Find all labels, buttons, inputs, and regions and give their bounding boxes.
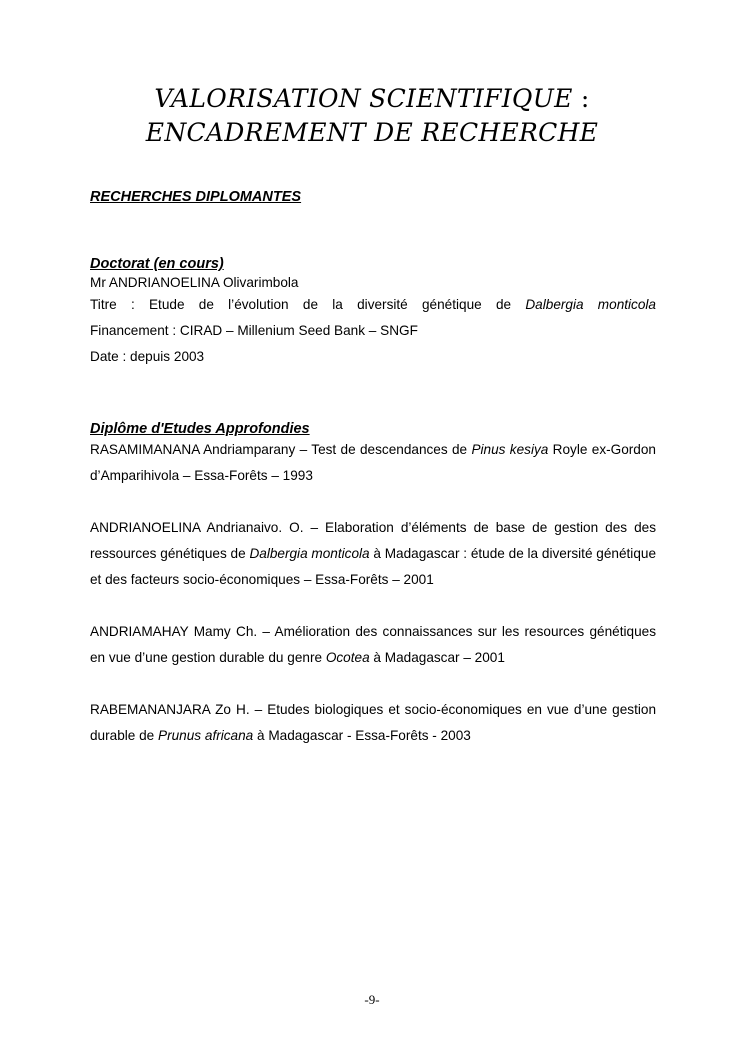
- list-item: ANDRIAMAHAY Mamy Ch. – Amélioration des connaissances sur les resources génétiques en vue d’une gestion durable du genre Ocotea à Madagascar – 2001: [90, 624, 656, 665]
- title-line-2: ENCADREMENT DE RECHERCHE: [145, 118, 599, 147]
- section-heading: RECHERCHES DIPLOMANTES: [90, 189, 302, 205]
- dea-entry-3: [90, 619, 656, 671]
- list-item: RABEMANANJARA Zo H. – Etudes biologiques et socio-économiques en vue d’une gestion durable de Prunus africana à Madagascar - Essa-Forêts - 2003: [90, 702, 656, 743]
- dea-entry-1: [90, 437, 656, 489]
- doctorat-block: [90, 254, 656, 370]
- doctorat-financement: Financement : CIRAD – Millenium Seed Bank – SNGF: [90, 323, 418, 338]
- dea-entry-4: [90, 697, 656, 749]
- doctorat-titre: Titre : Etude de l’évolution de la diversité génétique de Dalbergia monticola: [90, 297, 656, 312]
- document-title: [0, 82, 744, 150]
- doctorat-name: Mr ANDRIANOELINA Olivarimbola: [90, 275, 299, 290]
- page-number: -9-: [364, 992, 380, 1007]
- title-line-1: VALORISATION SCIENTIFIQUE :: [154, 84, 590, 113]
- dea-heading: Diplôme d'Etudes Approfondies: [90, 421, 310, 437]
- list-item: RASAMIMANANA Andriamparany – Test de descendances de Pinus kesiya Royle ex-Gordon d’Amparihivola – Essa-Forêts – 1993: [90, 442, 656, 483]
- dea-entry-2: [90, 515, 656, 593]
- dea-block: [90, 419, 656, 439]
- doctorat-heading: Doctorat (en cours): [90, 256, 224, 272]
- section-heading-recherches: [90, 188, 656, 206]
- doctorat-date: Date : depuis 2003: [90, 349, 205, 364]
- list-item: ANDRIANOELINA Andrianaivo. O. – Elaboration d’éléments de base de gestion des des ressources génétiques de Dalbergia monticola à Madagascar : étude de la diversité génétique et des facteurs socio-économiques – Essa-Forêts – 2001: [90, 520, 657, 587]
